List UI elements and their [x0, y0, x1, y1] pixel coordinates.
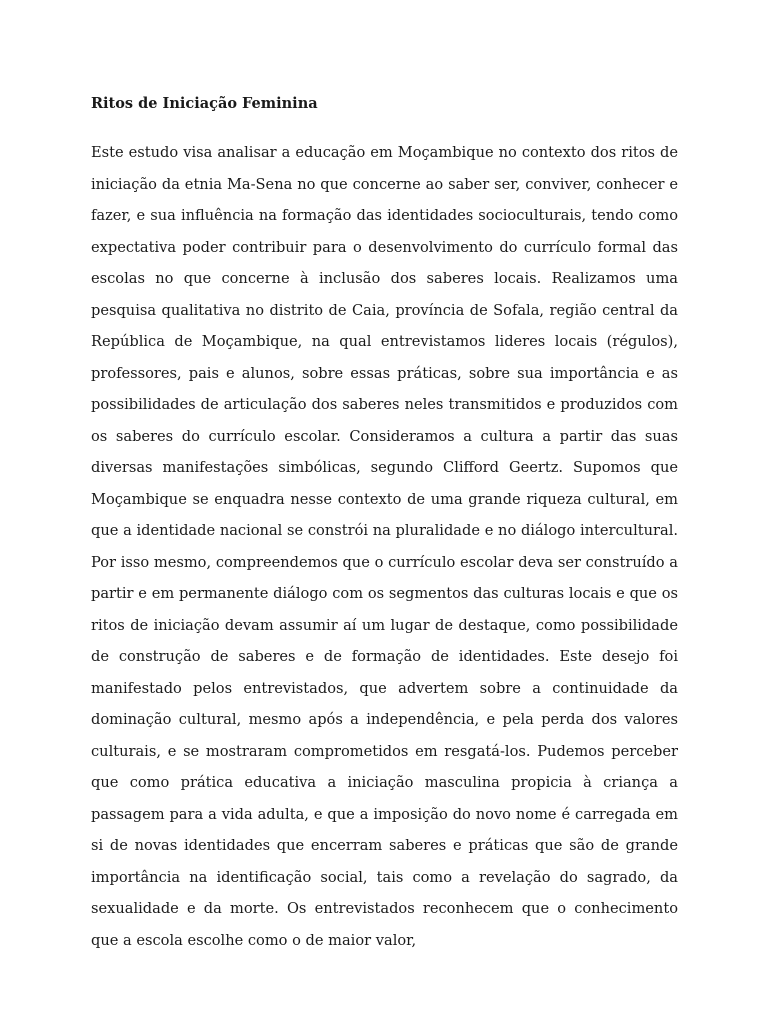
document-body-paragraph: Este estudo visa analisar a educação em Moçambique no contexto dos ritos de iniciação da etnia Ma-Sena no que concerne ao saber ser, conviver, conhecer e fazer, e sua influência na formação das identidades socioculturais, tendo como expectativa poder contribuir para o desenvolvimento do currículo formal das escolas no que concerne à inclusão dos saberes locais. Realizamos uma pesquisa qualitativa no distrito de Caia, província de Sofala, região central da República de Moçambique, na qual entrevistamos lideres locais (régulos), professores, pais e alunos, sobre essas práticas, sobre sua importância e as possibilidades de articulação dos saberes neles transmitidos e produzidos com os saberes do currículo escolar. Consideramos a cultura a partir das suas diversas manifestações simbólicas, segundo Clifford Geertz. Supomos que Moçambique se enquadra nesse contexto de uma grande riqueza cultural, em que a identidade nacional se constrói na pluralidade e no diálogo intercultural. Por isso mesmo, compreendemos que o currículo escolar deva ser construído a partir e em permanente diálogo com os segmentos das culturas locais e que os ritos de iniciação devam assumir aí um lugar de destaque, como possibilidade de construção de saberes e de formação de identidades. Este desejo foi manifestado pelos entrevistados, que advertem sobre a continuidade da dominação cultural, mesmo após a independência, e pela perda dos valores culturais, e se mostraram comprometidos em resgatá-los. Pudemos perceber que como prática educativa a iniciação masculina propicia à criança a passagem para a vida adulta, e que a imposição do novo nome é carregada em si de novas identidades que encerram saberes e práticas que são de grande importância na identificação social, tais como a revelação do sagrado, da sexualidade e da morte. Os entrevistados reconhecem que o conhecimento que a escola escolhe como o de maior valor, — [91, 144, 678, 949]
document-title: Ritos de Iniciação Feminina — [91, 95, 318, 112]
